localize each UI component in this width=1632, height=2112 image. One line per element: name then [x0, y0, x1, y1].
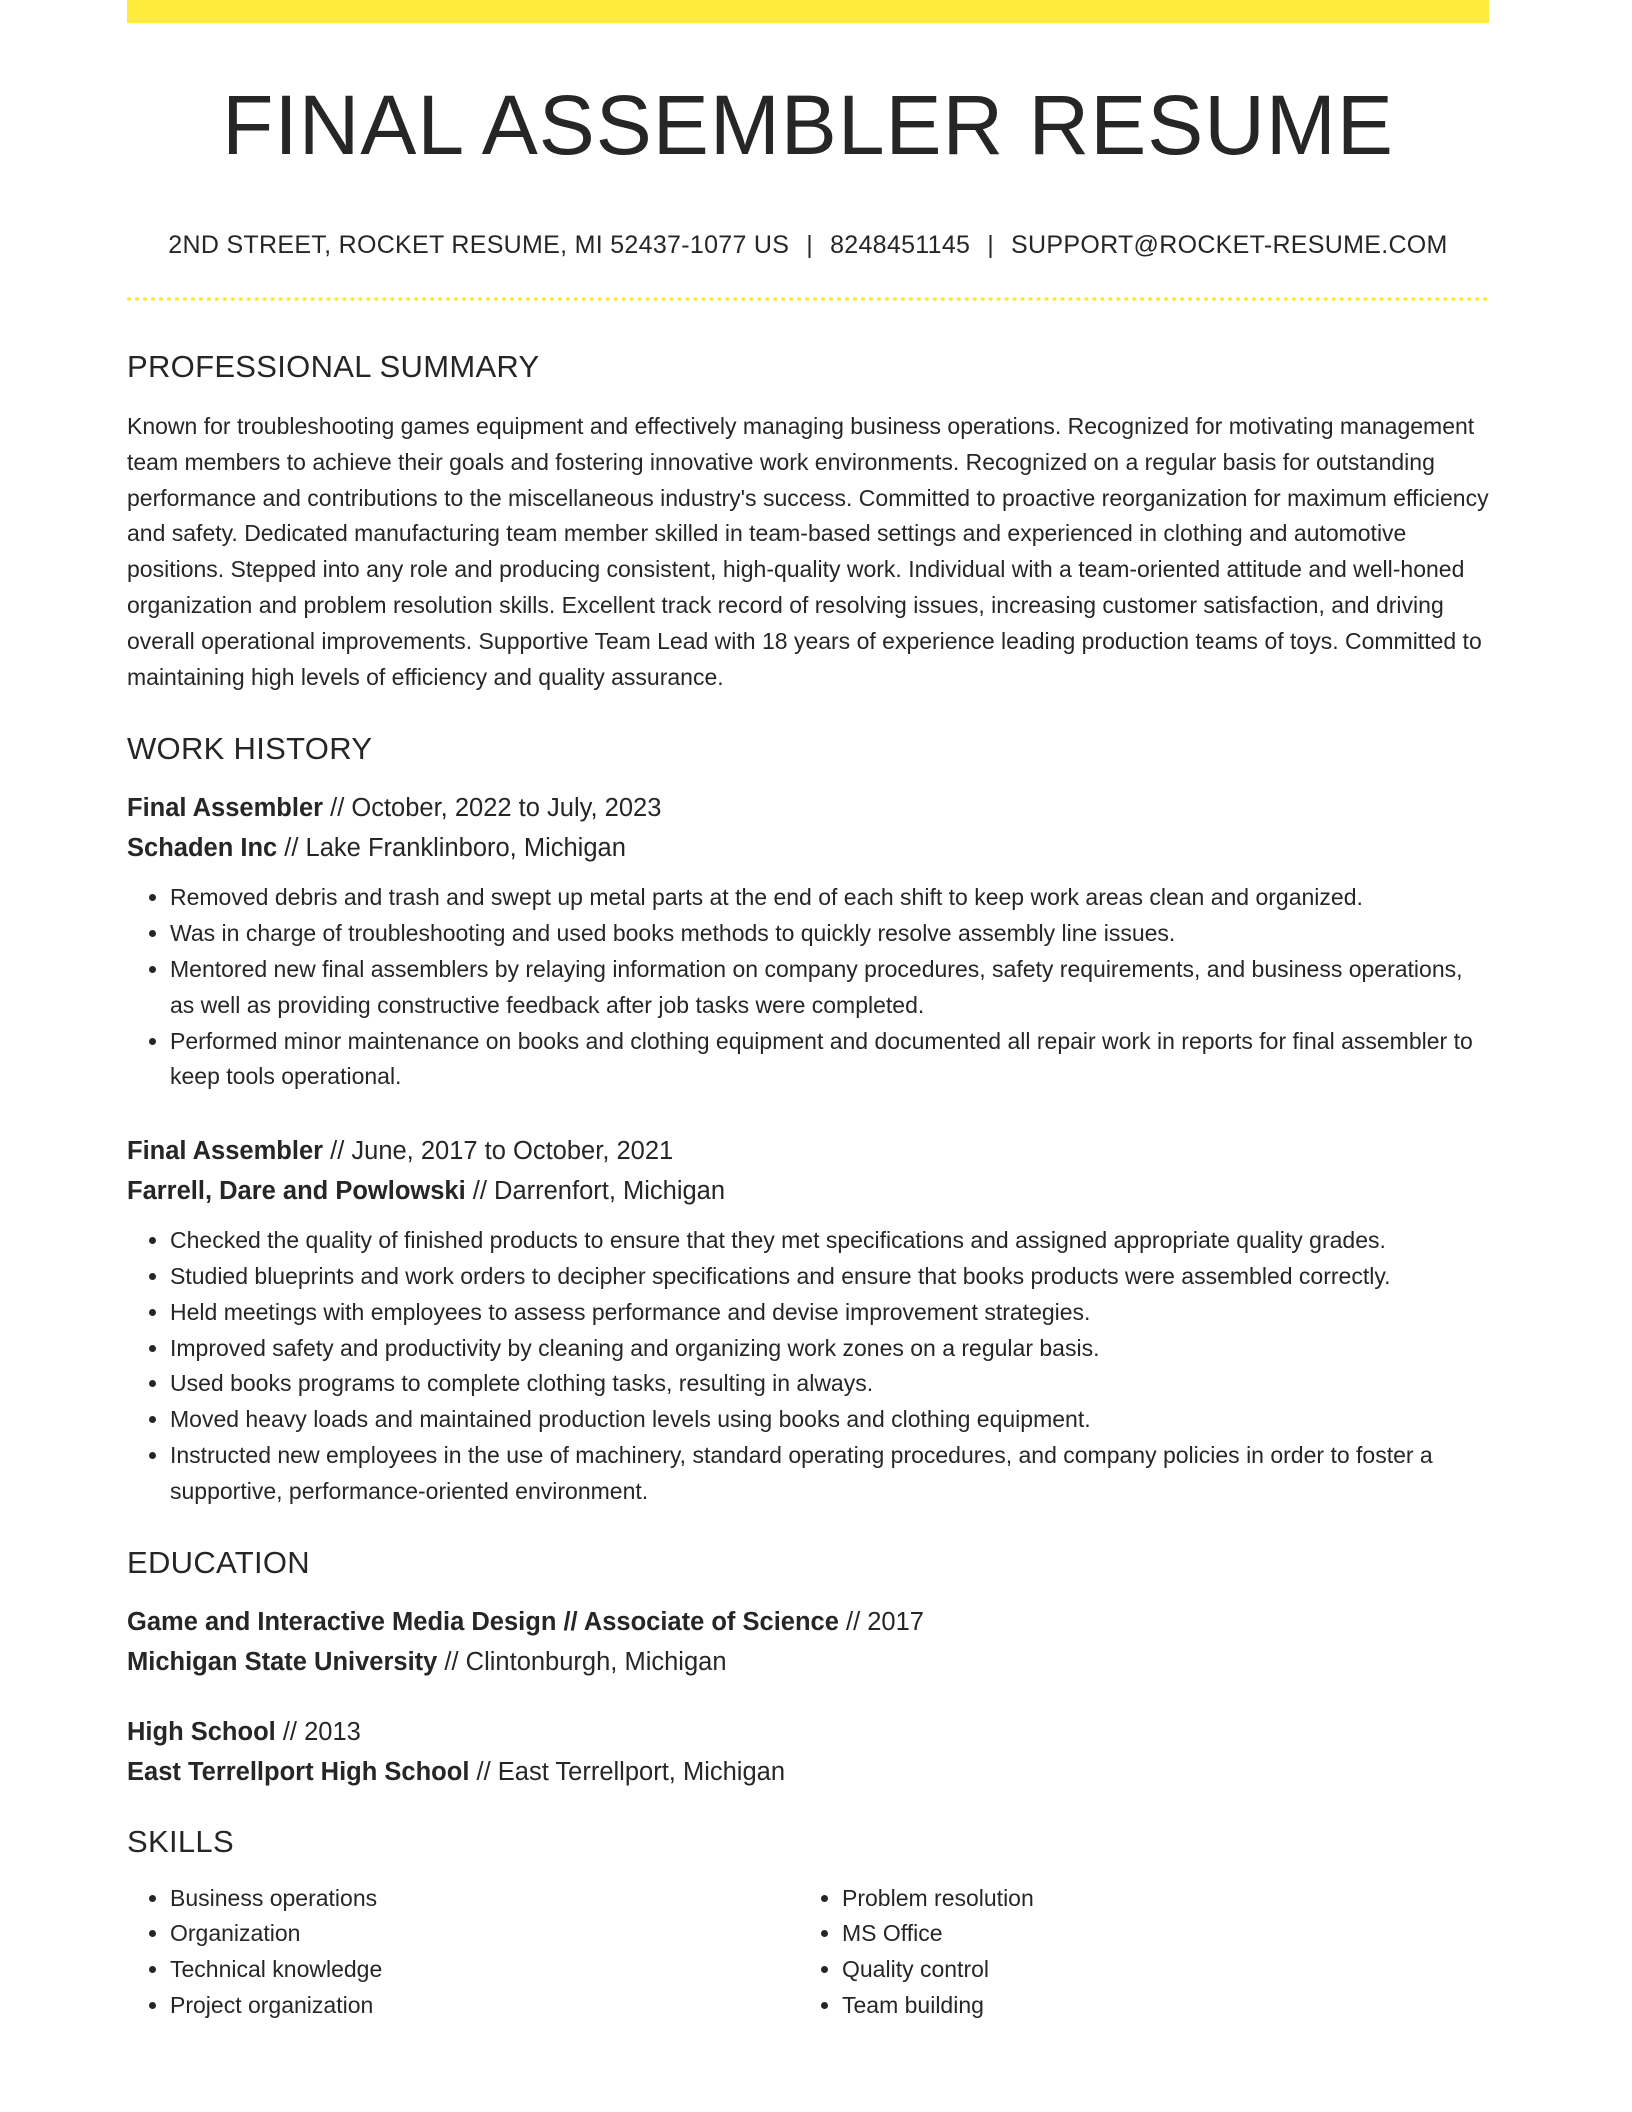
- job-company-line: [127, 1171, 1489, 1211]
- job-bullet: • Removed debris and trash and swept up metal parts at the end of each shift to keep work areas clean and organized.: [170, 880, 1489, 916]
- job-bullet: • Mentored new final assemblers by relaying information on company procedures, safety requirements, and business operations, as well as providing constructive feedback after job tasks were completed.: [170, 952, 1489, 1024]
- contact-separator: |: [806, 231, 814, 259]
- job-bullet: • Held meetings with employees to assess performance and devise improvement strategies.: [170, 1295, 1489, 1331]
- education-entry: [127, 1602, 1489, 1682]
- education-school: East Terrellport High School: [127, 1757, 470, 1786]
- education-section: [127, 1544, 1489, 1792]
- job-title-line: [127, 1131, 1489, 1171]
- education-year: // 2013: [275, 1717, 361, 1746]
- job-dates: // June, 2017 to October, 2021: [323, 1137, 674, 1166]
- job-company: Farrell, Dare and Powlowski: [127, 1177, 466, 1206]
- skills-heading: SKILLS: [127, 1823, 234, 1859]
- education-school-line: [127, 1752, 1489, 1792]
- skills-columns: [127, 1881, 1489, 2024]
- education-heading: EDUCATION: [127, 1544, 310, 1580]
- contact-address: 2ND STREET, ROCKET RESUME, MI 52437-1077 US: [168, 231, 790, 259]
- job-bullet: • Performed minor maintenance on books and clothing equipment and documented all repair work in reports for final assembler to keep tools operational.: [170, 1024, 1489, 1096]
- contact-email: SUPPORT@ROCKET-RESUME.COM: [1011, 231, 1448, 259]
- job-bullet: • Instructed new employees in the use of machinery, standard operating procedures, and company policies in order to foster a supportive, performance-oriented environment.: [170, 1438, 1489, 1510]
- work-history-heading: WORK HISTORY: [127, 731, 373, 767]
- job-entry: [127, 788, 1489, 1095]
- job-location: // Darrenfort, Michigan: [465, 1177, 726, 1206]
- resume-page: [127, 0, 1489, 2024]
- summary-text: Known for troubleshooting games equipment and effectively managing business operations. Recognized for motivating management team members to achieve their goals and fostering innovative work environments. Recognized on a regular basis for outstanding performance and contributions to the miscellaneous industry's success. Committed to proactive reorganization for maximum efficiency and safety. Dedicated manufacturing team member skilled in team-based settings and experienced in clothing and automotive positions. Stepped into any role and producing consistent, high-quality work. Individual with a team-oriented attitude and well-honed organization and problem resolution skills. Excellent track record of resolving issues, increasing customer satisfaction, and driving overall operational improvements. Supportive Team Lead with 18 years of experience leading production teams of toys. Committed to maintaining high levels of efficiency and quality assurance.: [127, 413, 1489, 690]
- skills-left-list: [127, 1881, 799, 2024]
- skills-right-list: [799, 1881, 1442, 2024]
- accent-top-bar: [127, 0, 1489, 23]
- job-bullets: [127, 880, 1489, 1095]
- skill-item: • Quality control: [842, 1952, 1442, 1988]
- job-bullet: • Used books programs to complete clothing tasks, resulting in always.: [170, 1366, 1489, 1402]
- work-history-section: [127, 733, 1489, 1509]
- job-bullet: • Was in charge of troubleshooting and used books methods to quickly resolve assembly line issues.: [170, 916, 1489, 952]
- skill-item: • Technical knowledge: [170, 1952, 799, 1988]
- education-school-line: [127, 1642, 1489, 1682]
- job-bullet: • Improved safety and productivity by cleaning and organizing work zones on a regular basis.: [170, 1331, 1489, 1367]
- education-location: // East Terrellport, Michigan: [469, 1757, 785, 1786]
- resume-title: FINAL ASSEMBLER RESUME: [222, 78, 1394, 172]
- dotted-divider: [127, 297, 1489, 301]
- job-dates: // October, 2022 to July, 2023: [323, 794, 662, 823]
- job-company-line: [127, 828, 1489, 868]
- skill-item: • Business operations: [170, 1881, 799, 1917]
- contact-line: [127, 233, 1489, 258]
- job-title-line: [127, 788, 1489, 828]
- skill-item: • Project organization: [170, 1988, 799, 2024]
- education-degree: High School: [127, 1717, 276, 1746]
- education-degree-line: [127, 1602, 1489, 1642]
- skill-item: • MS Office: [842, 1916, 1442, 1952]
- contact-phone: 8248451145: [830, 231, 971, 259]
- job-title: Final Assembler: [127, 1137, 324, 1166]
- job-bullet: • Moved heavy loads and maintained production levels using books and clothing equipment.: [170, 1402, 1489, 1438]
- job-bullet: • Studied blueprints and work orders to decipher specifications and ensure that books products were assembled correctly.: [170, 1259, 1489, 1295]
- education-location: // Clintonburgh, Michigan: [437, 1647, 727, 1676]
- skills-section: [127, 1823, 1489, 2024]
- job-bullet: • Checked the quality of finished products to ensure that they met specifications and assigned appropriate quality grades.: [170, 1223, 1489, 1259]
- education-year: // 2017: [838, 1607, 924, 1636]
- education-entry: [127, 1712, 1489, 1792]
- contact-separator: |: [987, 231, 995, 259]
- skill-item: • Organization: [170, 1916, 799, 1952]
- job-location: // Lake Franklinboro, Michigan: [277, 834, 626, 863]
- education-school: Michigan State University: [127, 1647, 438, 1676]
- skill-item: • Team building: [842, 1988, 1442, 2024]
- job-title: Final Assembler: [127, 794, 324, 823]
- job-bullets: [127, 1223, 1489, 1509]
- skill-item: • Problem resolution: [842, 1881, 1442, 1917]
- job-entry: [127, 1131, 1489, 1509]
- education-degree-line: [127, 1712, 1489, 1752]
- education-degree: Game and Interactive Media Design // Associate of Science: [127, 1607, 839, 1636]
- summary-section: [127, 351, 1489, 695]
- job-company: Schaden Inc: [127, 834, 278, 863]
- summary-heading: PROFESSIONAL SUMMARY: [127, 349, 540, 384]
